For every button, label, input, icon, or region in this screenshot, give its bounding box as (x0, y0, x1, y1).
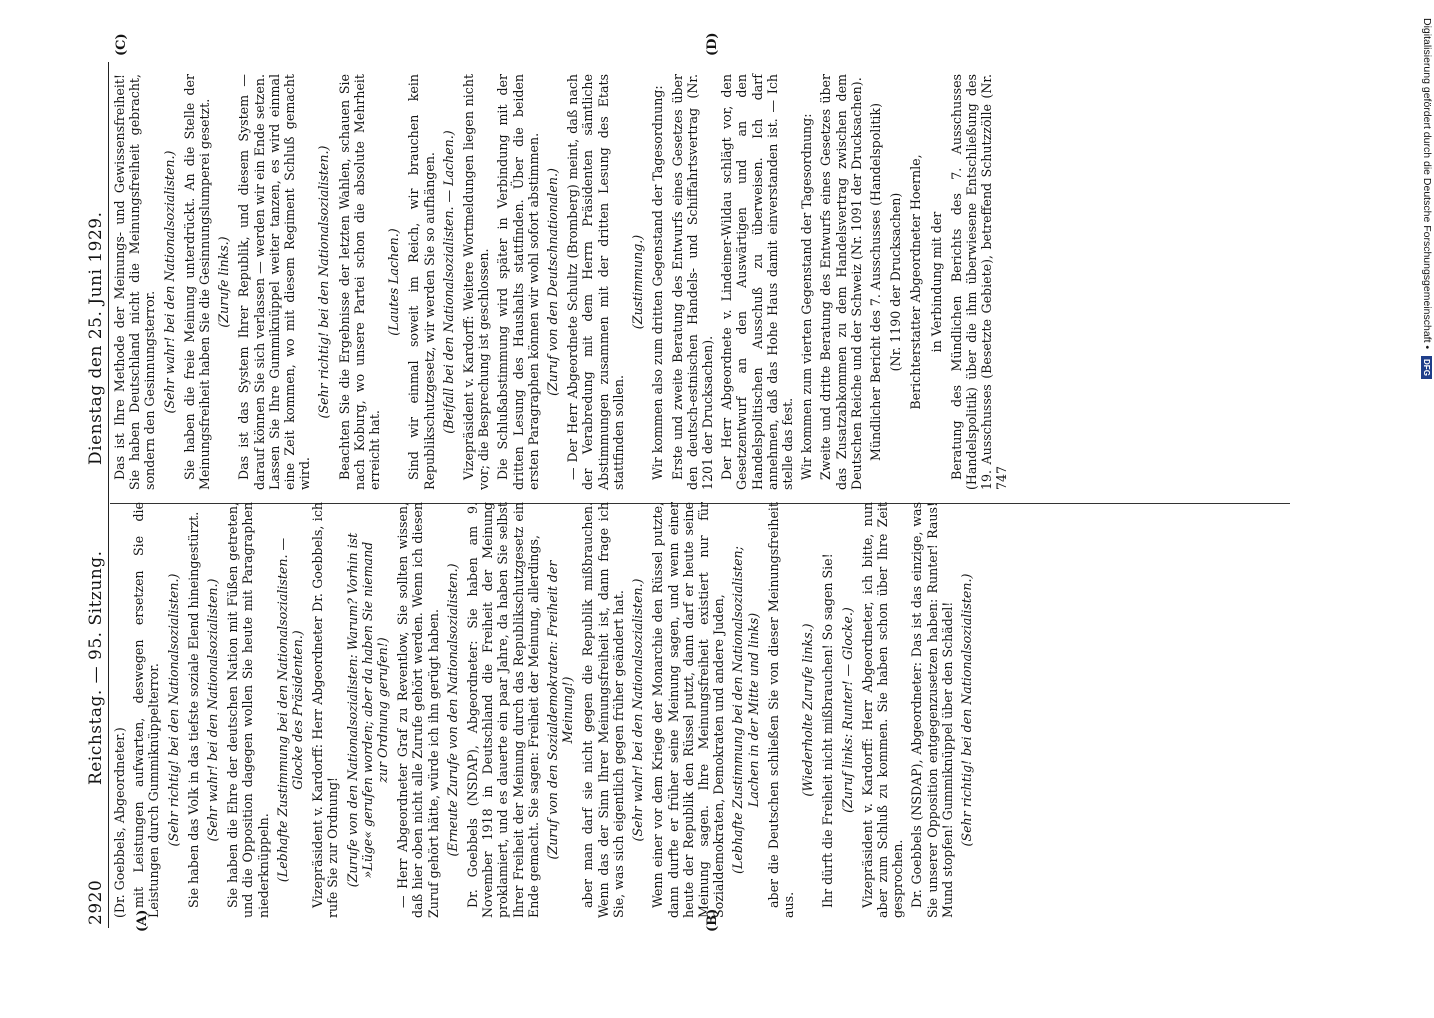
paragraph: — Der Herr Abgeordnete Schultz (Bromberg) meint, daß nach der Verabredung mit dem Herrn Präsidenten sämtliche Abstimmungen zusammen mit der dritten Lesung des Etats stattfinden sollen. (565, 74, 626, 490)
right-text-column (112, 74, 1014, 490)
paragraph: Das ist das System Ihrer Republik, und diesem System — darauf können Sie sich verlassen — werden wir ein Ende setzen. Lassen Sie Ihre Gummiknüppel weiter tanzen, es wird einmal eine Zeit kommen, wo mit diesem Regiment Schluß gemacht wird. (236, 74, 313, 490)
running-title: Reichstag. — 95. Sitzung. (86, 550, 106, 785)
interjection: (Wiederholte Zurufe links.) (800, 623, 816, 797)
interjection: (Zurufe links.) (216, 236, 232, 328)
paragraph: Das ist Ihre Methode der Meinungs- und Gewissensfreiheit! Sie haben Deutschland nicht die Meinungsfreiheit gebracht, sondern den Gesinnungsterror. (112, 74, 158, 490)
dfg-logo: DFG (1421, 356, 1432, 379)
paragraph: Dr. Goebbels (NSDAP), Abgeordneter: Sie haben am 9. November 1918 in Deutschland die Freiheit der Meinung proklamiert, und es dauerte ein paar Jahre, da haben Sie selbst Ihrer Freiheit der Meinung durch das Republikschutzgesetz ein Ende gemacht. Sie sagen: Freiheit der Meinung, allerdings, (465, 502, 541, 918)
session-date: Dienstag den 25. Juni 1929. (86, 211, 106, 465)
interjection: (Zustimmung.) (630, 234, 646, 330)
interjection: (Zurufe von den Nationalsozialisten: Warum? Vorhin ist »Lüge« gerufen worden; aber da haben Sie niemand zur Ordnung gerufen!) (344, 532, 391, 888)
paragraph: Dr. Goebbels (NSDAP), Abgeordneter: Das ist das einzige, was Sie unserer Opposition entgegenzusetzen haben: Runter! Raus! Mund stopfen! Gummiknüppel über den Schädel! (909, 502, 955, 918)
paragraph: Wir kommen zum vierten Gegenstand der Tagesordnung: (799, 113, 815, 480)
digitization-note-text: Digitalisierung gefördert durch die Deutsche Forschungsgemeinschaft • (1421, 18, 1433, 350)
margin-marker-a: (A) (135, 909, 150, 932)
paragraph: Sie haben die Ehre der deutschen Nation mit Füßen getreten, und die Opposition dagegen wollen Sie heute mit Paragraphen niederknüppeln. (225, 502, 271, 918)
paragraph: Vizepräsident v. Kardorff: Weitere Wortmeldungen liegen nicht vor; die Besprechung ist geschlossen. (461, 74, 492, 490)
paragraph: Sie haben das Volk in das tiefste soziale Elend hineingestürzt. (185, 511, 201, 908)
digitization-note (1419, 18, 1433, 1018)
paragraph: (Dr. Goebbels, Abgeordneter.) (112, 727, 127, 918)
interjection: (Lebhafte Zustimmung bei den Nationalsozialisten. — Glocke des Präsidenten.) (274, 537, 306, 883)
paragraph: Wir kommen also zum dritten Gegenstand der Tagesordnung: (650, 85, 666, 480)
interjection: (Sehr richtig! bei den Nationalsozialisten.) (165, 573, 181, 847)
paragraph: Beachten Sie die Ergebnisse der letzten Wahlen, schauen Sie nach Koburg, wo unsere Partei schon die absolute Mehrheit erreicht hat. (336, 74, 383, 490)
interjection: (Lautes Lachen.) (386, 228, 402, 336)
paragraph: in Verbindung mit der (928, 211, 944, 353)
interjection: (Erneute Zurufe von den Nationalsozialisten.) (444, 563, 460, 857)
page-number: 2920 (86, 879, 106, 925)
left-text-column (112, 502, 979, 918)
paragraph: Sind wir einmal soweit im Reich, wir brauchen kein Republikschutzgesetz, wir werden Sie so aufhängen. (406, 74, 437, 490)
margin-marker-b: (B) (705, 908, 720, 932)
paragraph: Ihr dürft die Freiheit nicht mißbrauchen! So sagen Sie! (820, 553, 836, 908)
interjection: (Beifall bei den Nationalsozialisten. — Lachen.) (440, 130, 456, 434)
interjection: (Sehr richtig! bei den Nationalsozialisten.) (958, 573, 974, 847)
paragraph: Berichterstatter Abgeordneter Hoernle, (908, 154, 924, 410)
paragraph: mit Leistungen aufwarten, deswegen ersetzen Sie die Leistungen durch Gummiknüppelterror. (131, 502, 162, 918)
interjection: (Sehr wahr! bei den Nationalsozialisten.) (161, 150, 177, 414)
paragraph: — Herr Abgeordneter Graf zu Reventlow, Sie sollten wissen, daß hier oben nicht alle Zurufe gehört werden. Wenn ich diesen Zuruf gehört hätte, würde ich ihn gerügt haben. (395, 502, 441, 918)
interjection: (Zuruf links: Runter! — Glocke.) (839, 607, 855, 813)
paragraph: Beratung des Mündlichen Berichts des 7. Ausschusses (Handelspolitik) über die ihm überwiesene Entschließung des 19. Ausschusses (Besetzte Gebiete), betreffend Schutzzölle (Nr. 747 (948, 74, 1010, 490)
paragraph: aber die Deutschen schließen Sie von dieser Meinungsfreiheit aus. (765, 502, 796, 918)
paragraph: Sie haben die freie Meinung unterdrückt. An die Stelle der Meinungsfreiheit haben Sie die Gesinnungslumperei gesetzt. (181, 74, 213, 490)
margin-marker-d: (D) (705, 32, 720, 56)
interjection: (Sehr wahr! bei den Nationalsozialisten.) (630, 578, 646, 842)
paragraph: Vizepräsident v. Kardorff: Herr Abgeordneter Dr. Goebbels, ich rufe Sie zur Ordnung! (310, 502, 341, 918)
paragraph: Mündlicher Bericht des 7. Ausschusses (Handelspolitik) (867, 103, 883, 461)
paragraph: (Nr. 1190 der Drucksachen) (888, 192, 904, 372)
paragraph: aber man darf sie nicht gegen die Republik mißbrauchen. Wenn das der Sinn Ihrer Meinungsfreiheit ist, dann frage ich Sie, was sich eigentlich gegen früher geändert hat. (580, 502, 626, 918)
paragraph: Die Schlußabstimmung wird später in Verbindung mit der dritten Lesung des Haushalts stattfinden. Über die beiden ersten Paragraphen können wir wohl sofort abstimmen. (495, 74, 541, 490)
interjection: (Sehr wahr! bei den Nationalsozialisten.) (205, 578, 221, 842)
paragraph: Zweite und dritte Beratung des Entwurfs eines Gesetzes über das Zusatzabkommen zu dem Handelsvertrag zwischen dem Deutschen Reiche und der Schweiz (Nr. 1091 der Drucksachen). (818, 74, 864, 490)
paragraph: Der Herr Abgeordnete v. Lindeiner-Wildau schlägt vor, den Gesetzentwurf an den Auswärtigen und an den Handelspolitischen Ausschuß zu überweisen. Ich darf annehmen, daß das Hohe Haus damit einverstanden ist. — Ich stelle das fest. (719, 74, 795, 490)
interjection: (Zuruf von den Sozialdemokraten: Freiheit der Meinung!) (545, 560, 576, 860)
page-header (80, 65, 110, 925)
header-rule (108, 62, 109, 928)
paragraph: Vizepräsident v. Kardorff: Herr Abgeordneter, ich bitte, nun aber zum Schluß zu kommen. Sie haben schon über Ihre Zeit gesprochen. (859, 502, 906, 918)
interjection: (Lebhafte Zustimmung bei den Nationalsozialisten; Lachen in der Mitte und links) (730, 546, 761, 874)
interjection: (Zuruf von den Deutschnationalen.) (545, 168, 561, 396)
paragraph: Wenn einer vor dem Kriege der Monarchie den Rüssel putzte, dann durfte er früher seine Meinung sagen, und wenn einer heute der Republik den Rüssel putzt, dann darf er heute seine Meinung sagen. Ihre Meinungsfreiheit existiert nur für Sozialdemokraten, Demokraten und andere Juden, (650, 502, 727, 918)
paragraph: Erste und zweite Beratung des Entwurfs eines Gesetzes über den deutsch-estnischen Handels- und Schiffahrtsvertrag (Nr. 1201 der Drucksachen). (669, 74, 715, 490)
interjection: (Sehr richtig! bei den Nationalsozialisten.) (316, 145, 332, 419)
margin-marker-c: (C) (114, 33, 129, 56)
